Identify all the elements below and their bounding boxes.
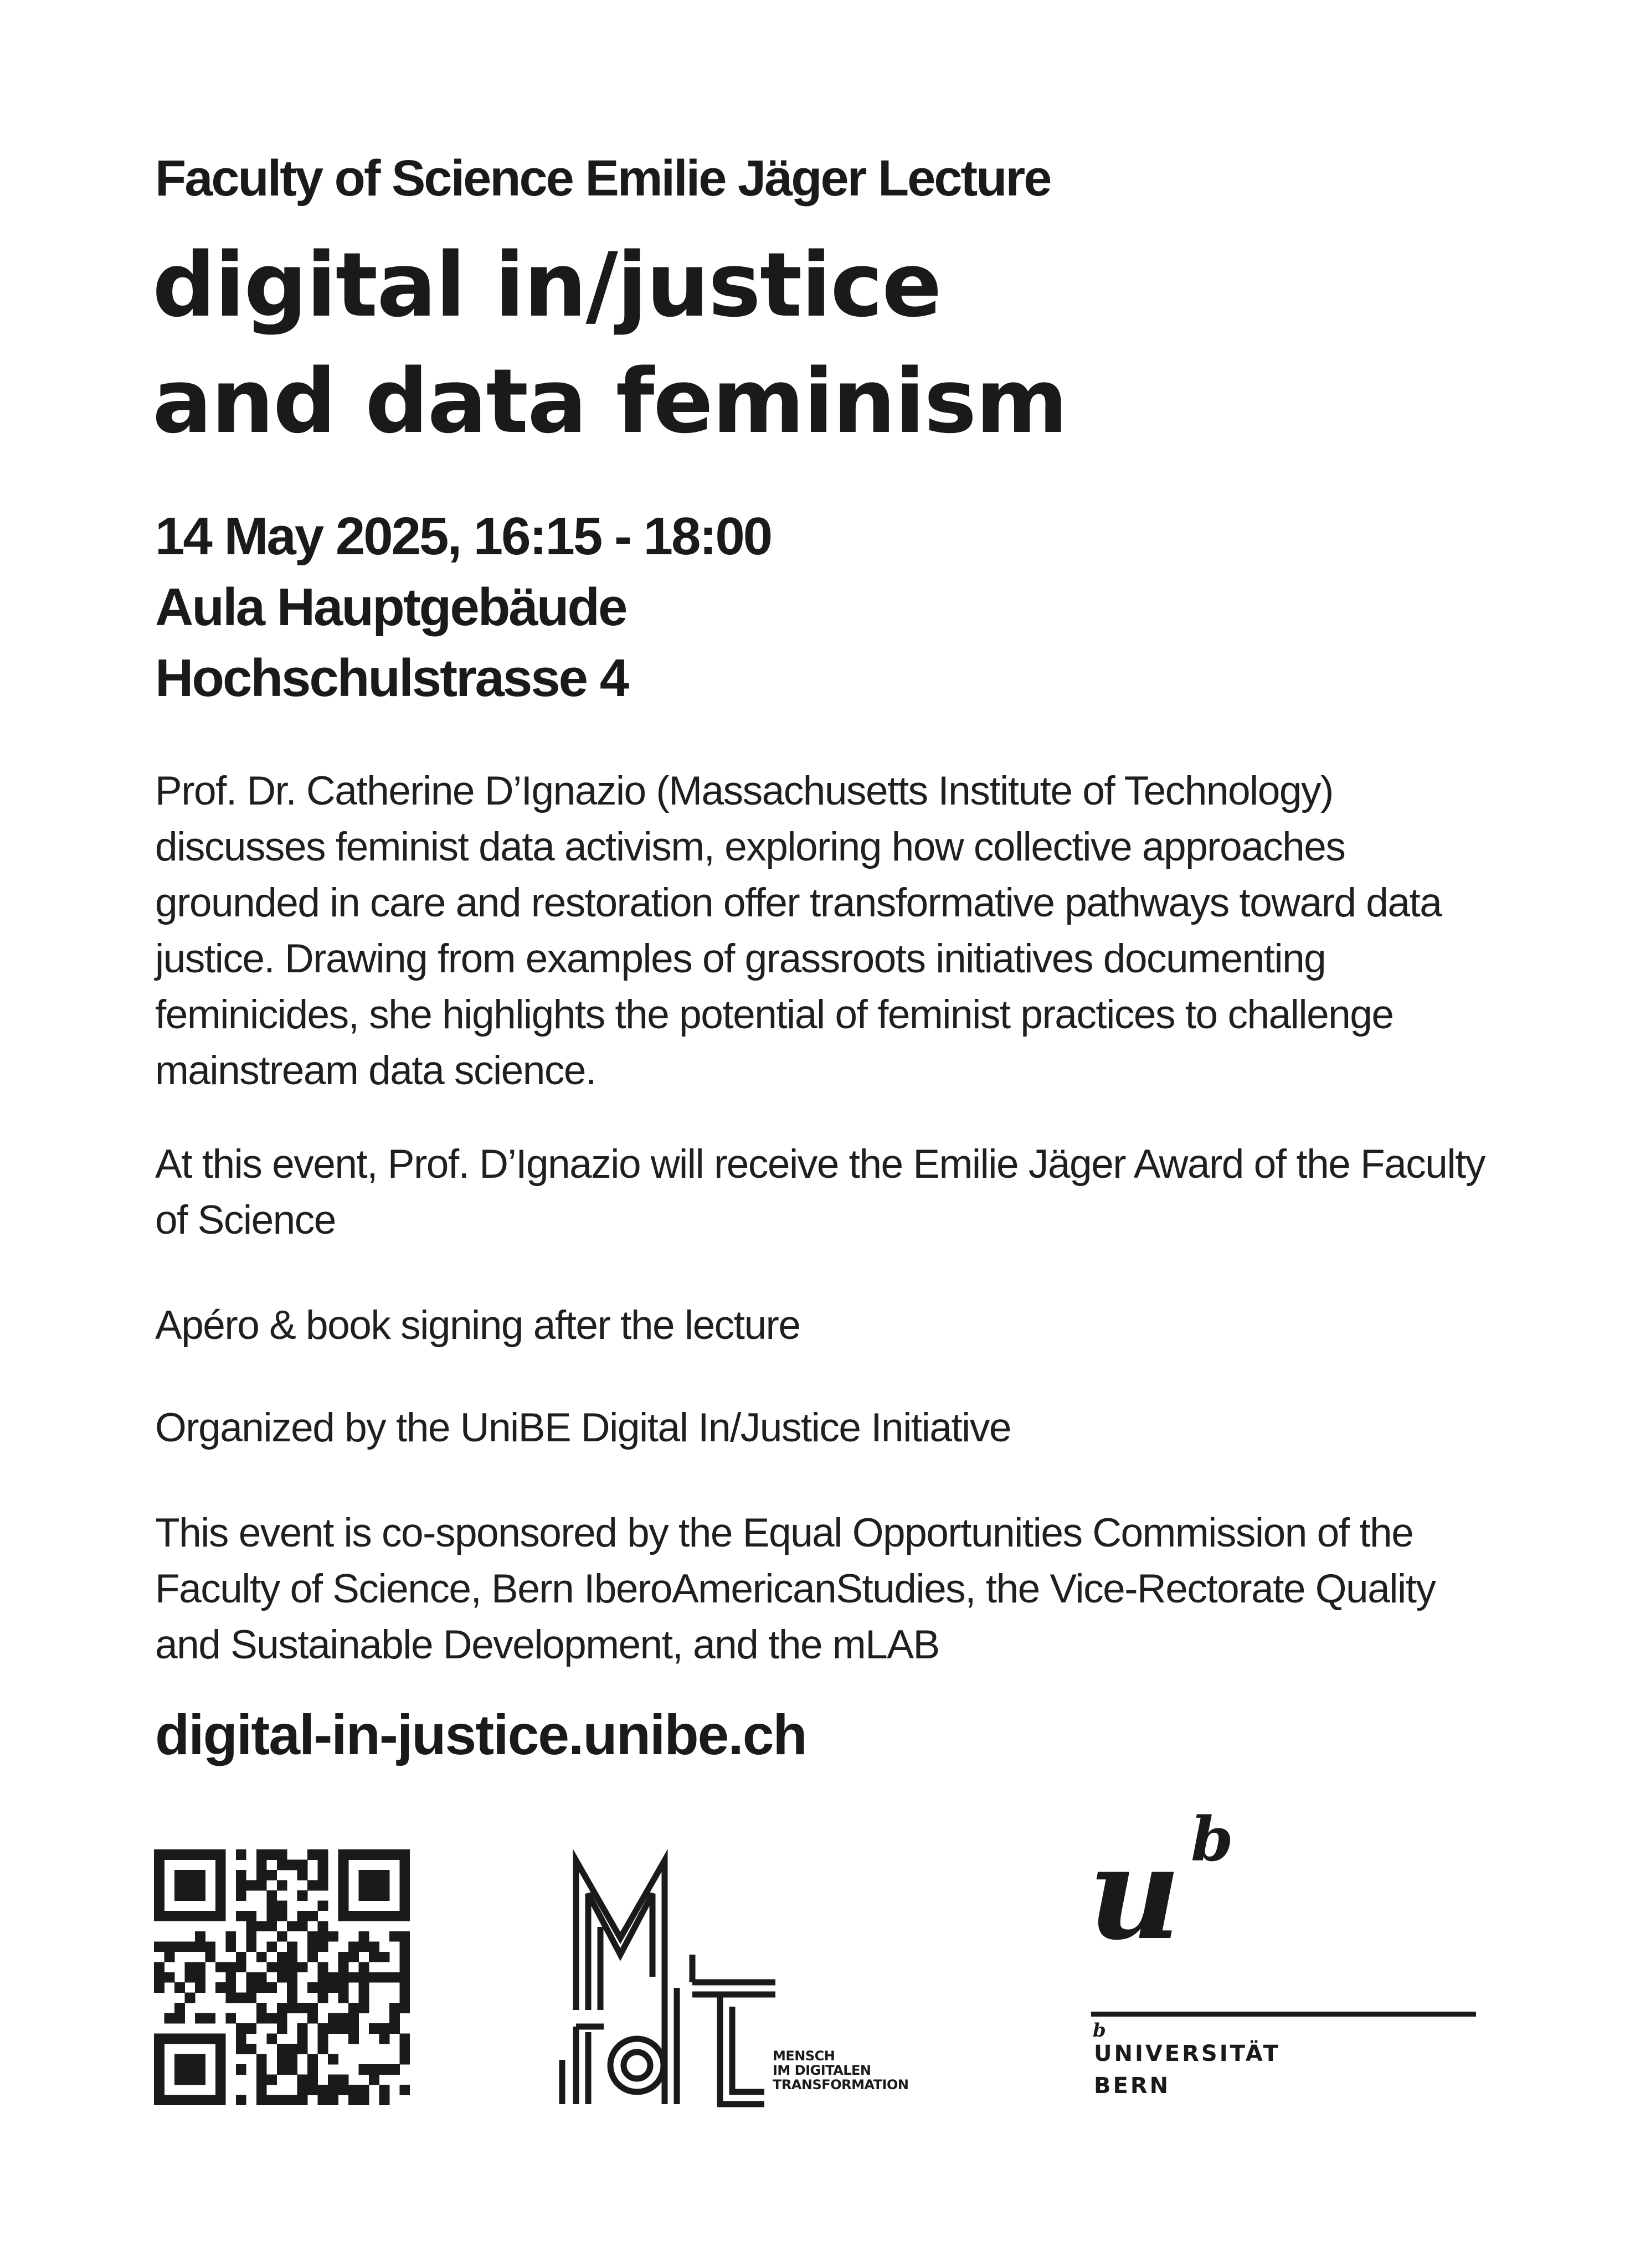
mdt-text-line-1: MENSCH [773, 2048, 835, 2064]
award-note: At this event, Prof. D’Ignazio will receive the Emilie Jäger Award of the Faculty of Science [155, 1142, 1485, 1243]
organizer-note: Organized by the UniBE Digital In/Justice Initiative [155, 1405, 1011, 1450]
event-title-line-2: and data feminism [152, 349, 1067, 453]
mdt-text-line-2: IM DIGITALEN [773, 2063, 871, 2078]
event-info [155, 501, 771, 714]
unibe-superscript: b [1191, 1803, 1233, 1875]
mdt-logo-text [773, 2049, 908, 2092]
event-description: Prof. Dr. Catherine D’Ignazio (Massachusetts Institute of Technology) discusses feminist data activism, exploring how collective approaches grounded in care and restoration offer transformative pathways toward data justice. Drawing from examples of grassroots initiatives documenting feminicides, she highlights the potential of feminist practices to challenge mainstream data science. [155, 769, 1442, 1093]
qr-code-icon[interactable] [154, 1849, 410, 2105]
event-address: Hochschulstrasse 4 [155, 648, 628, 708]
event-venue: Aula Hauptgebäude [155, 578, 626, 637]
mdt-text-line-3: TRANSFORMATION [773, 2077, 909, 2092]
apero-note: Apéro & book signing after the lecture [155, 1303, 800, 1348]
lecture-series-title: Faculty of Science Emilie Jäger Lecture [155, 150, 1051, 207]
unibe-logo-text [1094, 2038, 1281, 2102]
website-link[interactable]: digital-in-justice.unibe.ch [155, 1703, 806, 1766]
unibe-text-line-2: BERN [1094, 2073, 1171, 2099]
event-title [152, 227, 1067, 460]
unibe-mark: u [1088, 1819, 1181, 1968]
sponsors-note: This event is co-sponsored by the Equal Opportunities Commission of the Faculty of Science, Bern IberoAmericanStudies, the Vice-Rectorate Quality and Sustainable Development, and the mLAB [155, 1511, 1436, 1667]
unibe-small-b: b [1093, 2019, 1106, 2042]
unibe-text-line-1: UNIVERSITÄT [1094, 2041, 1281, 2066]
event-title-line-1: digital in/justice [152, 233, 941, 337]
event-datetime: 14 May 2025, 16:15 - 18:00 [155, 507, 772, 566]
